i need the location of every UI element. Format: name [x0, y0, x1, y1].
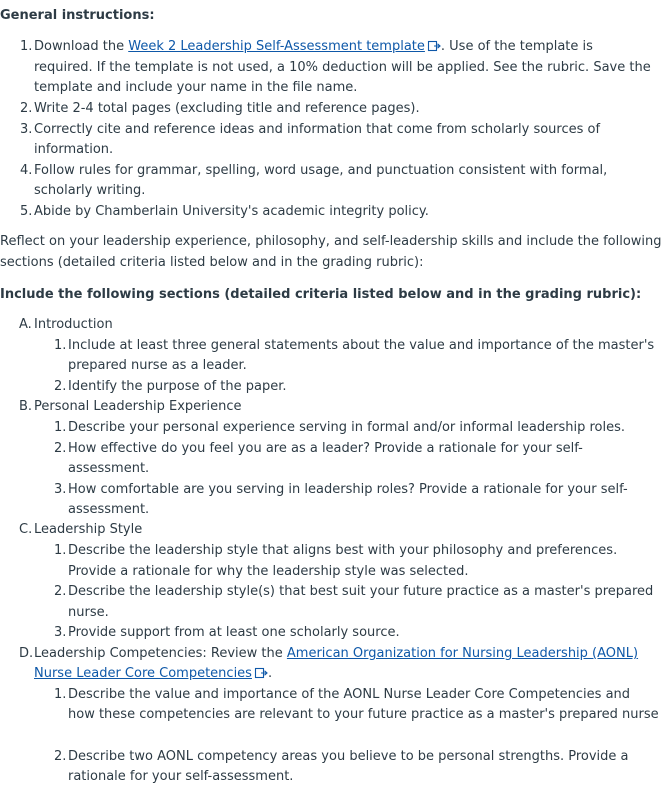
section-c-title: Leadership Style [34, 522, 143, 537]
item-1-line-1 [34, 37, 593, 60]
section-c-item-3-number: 3. [54, 625, 67, 640]
section-b-item-1-text: Describe your personal experience serving in formal and/or informal leadership roles. [68, 420, 625, 435]
reflect-line-2: sections (detailed criteria listed below and in the grading rubric): [0, 255, 424, 270]
section-c-item-1-number: 1. [54, 543, 67, 558]
section-b-item-3-line-2: assessment. [68, 502, 150, 517]
section-c-item-1-line-1: Describe the leadership style that aligns best with your philosophy and preferences. [68, 543, 618, 558]
item-1-number: 1. [20, 39, 33, 54]
item-4-line-1: Follow rules for grammar, spelling, word usage, and punctuation consistent with formal, [34, 163, 608, 178]
section-c-item-2-line-1: Describe the leadership style(s) that best suit your future practice as a master's prepared [68, 584, 654, 599]
item-1-text-pre: Download the [34, 39, 125, 54]
section-b-item-2-line-1: How effective do you feel you are as a leader? Provide a rationale for your self- [68, 441, 583, 456]
section-d-item-2-line-1: Describe two AONL competency areas you believe to be personal strengths. Provide a [68, 749, 629, 764]
section-a-letter: A. [19, 317, 32, 332]
section-d-item-2-number: 2. [54, 749, 67, 764]
section-c-letter: C. [19, 522, 33, 537]
section-b-title: Personal Leadership Experience [34, 399, 242, 414]
section-c-item-2-number: 2. [54, 584, 67, 599]
week2-template-link[interactable]: Week 2 Leadership Self-Assessment template [128, 39, 425, 54]
item-3-line-2: information. [34, 142, 114, 157]
general-instructions-heading: General instructions: [0, 8, 155, 23]
item-4-number: 4. [20, 163, 33, 178]
sections-heading: Include the following sections (detailed criteria listed below and in the grading rubric): [0, 287, 642, 302]
section-c-item-2-line-2: nurse. [68, 605, 109, 620]
section-b-item-3-number: 3. [54, 482, 67, 497]
item-3-number: 3. [20, 122, 33, 137]
item-1-line-3: template and include your name in the file name. [34, 80, 358, 95]
section-b-item-2-line-2: assessment. [68, 461, 150, 476]
external-link-icon [255, 666, 268, 687]
item-3-line-1: Correctly cite and reference ideas and information that come from scholarly sources of [34, 122, 601, 137]
external-link-icon [428, 39, 441, 60]
section-d-title-line-1 [34, 644, 638, 665]
section-d-item-2-line-2: rationale for your self-assessment. [68, 769, 294, 784]
section-d-title-text: Leadership Competencies: Review the [34, 646, 283, 661]
section-d-item-1-line-1: Describe the value and importance of the AONL Nurse Leader Core Competencies and [68, 687, 631, 702]
section-a-title: Introduction [34, 317, 113, 332]
section-b-item-2-number: 2. [54, 441, 67, 456]
item-5-number: 5. [20, 204, 33, 219]
section-d-item-1-line-2: how these competencies are relevant to your future practice as a master's prepared nurse [68, 707, 659, 722]
section-d-title-line-2 [34, 664, 272, 687]
section-a-item-1-line-2: prepared nurse as a leader. [68, 358, 247, 373]
item-2-text: Write 2-4 total pages (excluding title and reference pages). [34, 101, 420, 116]
item-4-line-2: scholarly writing. [34, 183, 146, 198]
section-c-item-3-text: Provide support from at least one scholarly source. [68, 625, 400, 640]
section-a-item-1-line-1: Include at least three general statements about the value and importance of the master's [68, 338, 655, 353]
section-b-item-3-line-1: How comfortable are you serving in leadership roles? Provide a rationale for your self- [68, 482, 628, 497]
section-a-item-1-number: 1. [54, 338, 67, 353]
reflect-line-1: Reflect on your leadership experience, philosophy, and self-leadership skills and include the following [0, 234, 662, 249]
section-a-item-2-text: Identify the purpose of the paper. [68, 379, 287, 394]
section-d-title-period: . [267, 666, 273, 681]
section-c-item-1-line-2: Provide a rationale for why the leadership style was selected. [68, 564, 469, 579]
item-1-line-2: required. If the template is not used, a 10% deduction will be applied. See the rubric. Save the [34, 60, 651, 75]
item-2-number: 2. [20, 101, 33, 116]
aonl-competencies-link-continued[interactable]: Nurse Leader Core Competencies [34, 666, 252, 681]
aonl-competencies-link[interactable]: American Organization for Nursing Leadership (AONL) [286, 646, 639, 661]
item-5-text: Abide by Chamberlain University's academic integrity policy. [34, 204, 429, 219]
section-b-letter: B. [19, 399, 33, 414]
section-b-item-1-number: 1. [54, 420, 67, 435]
item-1-text-post: . Use of the template is [440, 39, 593, 54]
section-d-letter: D. [19, 646, 34, 661]
section-a-item-2-number: 2. [54, 379, 67, 394]
section-d-item-1-number: 1. [54, 687, 67, 702]
